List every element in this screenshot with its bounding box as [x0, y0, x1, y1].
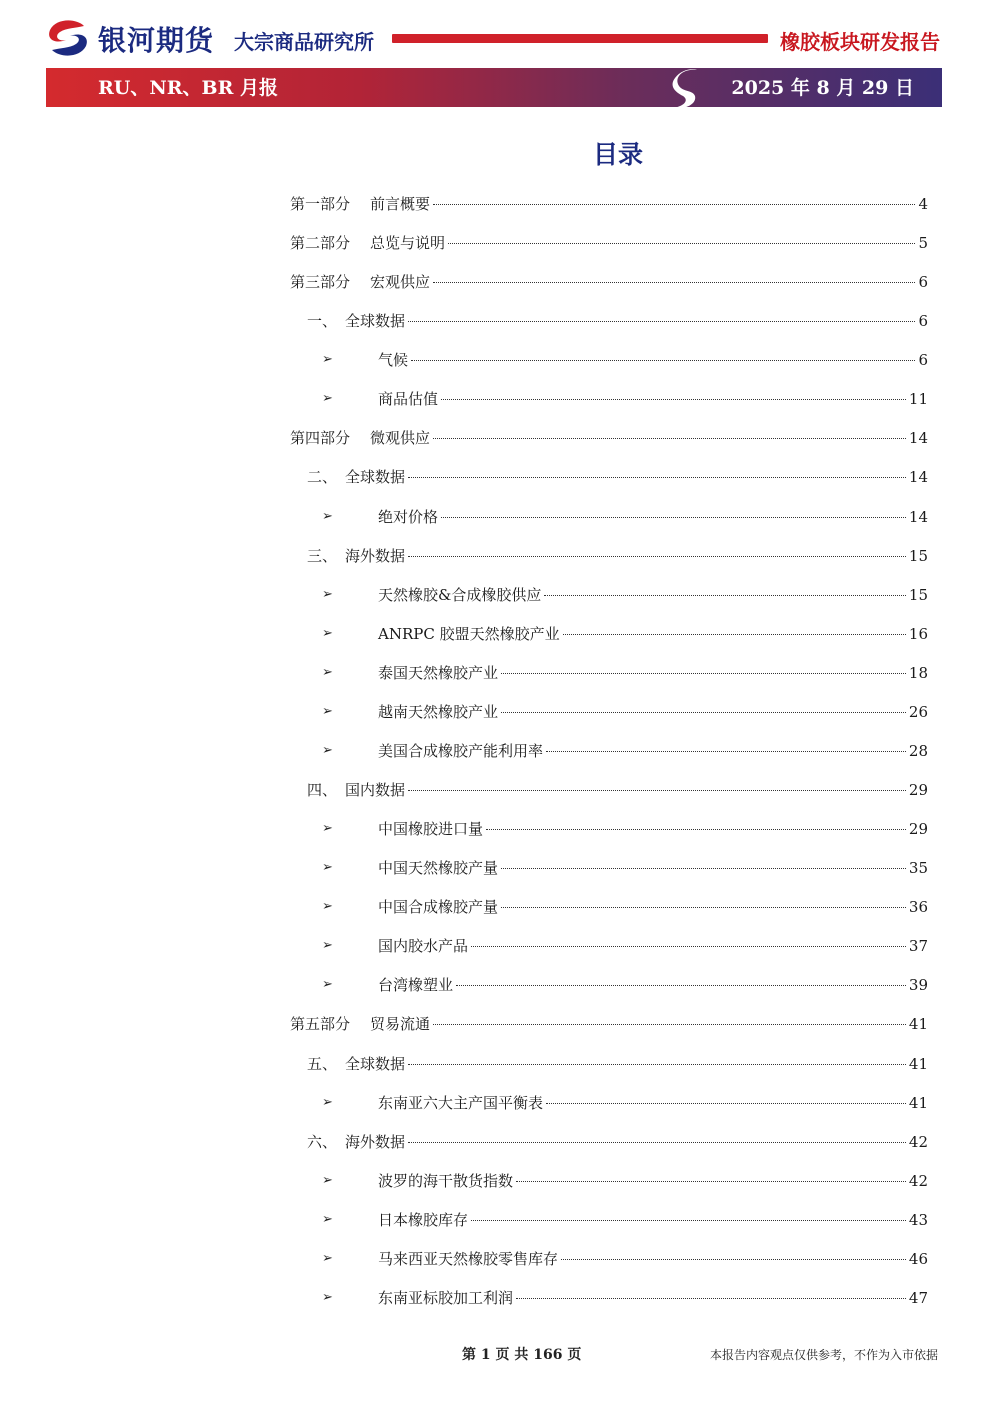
dot-leader — [471, 1220, 906, 1221]
toc-entry-title: 全球数据 — [345, 1055, 406, 1073]
toc-entry-page: 11 — [908, 390, 928, 408]
arrow-bullet-icon: ➢ — [322, 665, 333, 680]
dot-leader — [408, 556, 906, 557]
toc-entry[interactable] — [378, 857, 928, 879]
report-date: 2025 年 8 月 29 日 — [731, 77, 914, 99]
arrow-bullet-icon: ➢ — [322, 1251, 333, 1266]
toc-entry-page: 47 — [908, 1289, 928, 1307]
toc-entry-title: 全球数据 — [345, 468, 406, 486]
toc-entry[interactable] — [378, 974, 928, 996]
toc-entry[interactable] — [378, 662, 928, 684]
arrow-bullet-icon: ➢ — [322, 1290, 333, 1305]
dot-leader — [433, 438, 906, 439]
page-header — [0, 0, 992, 110]
toc-entry-title: 台湾橡塑业 — [378, 976, 454, 994]
dot-leader — [501, 712, 906, 713]
report-type: 橡胶板块研发报告 — [780, 30, 940, 54]
toc-entry-title: 天然橡胶&合成橡胶供应 — [378, 586, 542, 604]
toc-entry[interactable] — [378, 1170, 928, 1192]
arrow-bullet-icon: ➢ — [322, 704, 333, 719]
dot-leader — [546, 751, 906, 752]
toc-entry[interactable] — [378, 1287, 928, 1309]
arrow-bullet-icon: ➢ — [322, 352, 333, 367]
toc-entry[interactable] — [290, 193, 928, 215]
toc-entry-page: 29 — [908, 781, 928, 799]
dot-leader — [563, 634, 906, 635]
toc-entry-page: 6 — [918, 312, 928, 330]
toc-entry-number: 三、 — [307, 547, 338, 565]
toc-entry[interactable] — [378, 1209, 928, 1231]
arrow-bullet-icon: ➢ — [322, 509, 333, 524]
toc-entry-page: 26 — [908, 703, 928, 721]
toc-entry-page: 42 — [908, 1133, 928, 1151]
arrow-bullet-icon: ➢ — [322, 821, 333, 836]
toc-entry-title: 海外数据 — [345, 1133, 406, 1151]
toc-entry-title: 前言概要 — [370, 195, 431, 213]
dot-leader — [516, 1298, 906, 1299]
toc-entry-page: 16 — [908, 625, 928, 643]
arrow-bullet-icon: ➢ — [322, 977, 333, 992]
header-divider — [392, 34, 768, 43]
toc-entry-page: 14 — [908, 468, 928, 486]
dot-leader — [433, 204, 915, 205]
toc-entry[interactable] — [378, 349, 928, 371]
toc-entry[interactable] — [290, 1013, 928, 1035]
toc-entry-title: 宏观供应 — [370, 273, 431, 291]
toc-entry[interactable] — [378, 701, 928, 723]
dot-leader — [546, 1103, 906, 1104]
toc-entry-title: 泰国天然橡胶产业 — [378, 664, 499, 682]
toc-entry-title: 美国合成橡胶产能利用率 — [378, 742, 544, 760]
dot-leader — [561, 1259, 906, 1260]
galaxy-swirl-logo — [46, 18, 90, 58]
toc-entry[interactable] — [290, 232, 928, 254]
toc-entry[interactable] — [290, 427, 928, 449]
dot-leader — [544, 595, 906, 596]
arrow-bullet-icon: ➢ — [322, 587, 333, 602]
toc-entry-page: 14 — [908, 508, 928, 526]
toc-entry-title: 马来西亚天然橡胶零售库存 — [378, 1250, 559, 1268]
toc-entry-page: 15 — [908, 547, 928, 565]
toc-entry-title: 中国天然橡胶产量 — [378, 859, 499, 877]
toc-entry-page: 4 — [918, 195, 928, 213]
toc-entry-title: 日本橡胶库存 — [378, 1211, 469, 1229]
toc-entry-page: 28 — [908, 742, 928, 760]
toc-entry-page: 5 — [918, 234, 928, 252]
toc-entry-title: 气候 — [378, 351, 409, 369]
toc-entry-number: 五、 — [307, 1055, 338, 1073]
toc-entry-page: 41 — [908, 1015, 928, 1033]
arrow-bullet-icon: ➢ — [322, 899, 333, 914]
dot-leader — [408, 477, 906, 478]
toc-entry-number: 二、 — [307, 468, 338, 486]
toc-entry[interactable] — [307, 1053, 928, 1075]
toc-title: 目录 — [592, 140, 643, 169]
arrow-bullet-icon: ➢ — [322, 1173, 333, 1188]
arrow-bullet-icon: ➢ — [322, 860, 333, 875]
toc-entry[interactable] — [378, 935, 928, 957]
toc-entry[interactable] — [290, 271, 928, 293]
toc-entry-page: 6 — [918, 351, 928, 369]
toc-entry-page: 39 — [908, 976, 928, 994]
dot-leader — [448, 243, 915, 244]
toc-entry-page: 15 — [908, 586, 928, 604]
toc-entry[interactable] — [307, 310, 928, 332]
toc-entry-title: 绝对价格 — [378, 508, 439, 526]
arrow-bullet-icon: ➢ — [322, 1095, 333, 1110]
toc-entry-page: 14 — [908, 429, 928, 447]
toc-entry-number: 第二部分 — [290, 234, 351, 252]
toc-entry[interactable] — [378, 388, 928, 410]
toc-entry-title: 波罗的海干散货指数 — [378, 1172, 514, 1190]
institute-name: 大宗商品研究所 — [234, 30, 374, 54]
toc-entry-page: 42 — [908, 1172, 928, 1190]
toc-entry-title: ANRPC 胶盟天然橡胶产业 — [378, 625, 560, 643]
dot-leader — [486, 829, 906, 830]
arrow-bullet-icon: ➢ — [322, 391, 333, 406]
toc-entry[interactable] — [378, 896, 928, 918]
toc-entry-page: 29 — [908, 820, 928, 838]
arrow-bullet-icon: ➢ — [322, 938, 333, 953]
toc-entry-page: 37 — [908, 937, 928, 955]
toc-entry[interactable] — [378, 623, 928, 645]
toc-entry-page: 43 — [908, 1211, 928, 1229]
dot-leader — [441, 399, 906, 400]
dot-leader — [411, 360, 915, 361]
toc-entry-page: 36 — [908, 898, 928, 916]
toc-entry[interactable] — [378, 818, 928, 840]
disclaimer: 本报告内容观点仅供参考，不作为入市依据 — [709, 1348, 938, 1362]
dot-leader — [408, 321, 915, 322]
toc-entry[interactable] — [307, 466, 928, 488]
toc-entry-page: 6 — [918, 273, 928, 291]
page-info: 第 1 页 共 166 页 — [462, 1347, 582, 1363]
dot-leader — [471, 946, 906, 947]
toc-entry-number: 第五部分 — [290, 1015, 351, 1033]
toc-entry-title: 中国合成橡胶产量 — [378, 898, 499, 916]
brand-name: 银河期货 — [98, 24, 215, 57]
toc-entry-title: 东南亚标胶加工利润 — [378, 1289, 514, 1307]
dot-leader — [433, 282, 915, 283]
toc-entry-number: 一、 — [307, 312, 338, 330]
arrow-bullet-icon: ➢ — [322, 626, 333, 641]
toc-entry[interactable] — [378, 1248, 928, 1270]
dot-leader — [408, 790, 906, 791]
toc-entry[interactable] — [378, 584, 928, 606]
toc-entry-page: 18 — [908, 664, 928, 682]
toc-entry-title: 贸易流通 — [370, 1015, 431, 1033]
toc-entry-number: 第三部分 — [290, 273, 351, 291]
dot-leader — [408, 1142, 906, 1143]
dot-leader — [408, 1064, 906, 1065]
dot-leader — [516, 1181, 906, 1182]
report-series: RU、NR、BR 月报 — [98, 77, 278, 99]
toc-entry-page: 41 — [908, 1094, 928, 1112]
toc-entry-page: 41 — [908, 1055, 928, 1073]
toc-entry-title: 微观供应 — [370, 429, 431, 447]
toc-entry-title: 国内胶水产品 — [378, 937, 469, 955]
toc-entry[interactable] — [307, 1131, 928, 1153]
arrow-bullet-icon: ➢ — [322, 1212, 333, 1227]
band-swirl-icon — [663, 66, 709, 112]
toc-entry-title: 中国橡胶进口量 — [378, 820, 484, 838]
toc-entry-title: 海外数据 — [345, 547, 406, 565]
toc-entry-page: 35 — [908, 859, 928, 877]
toc-entry[interactable] — [307, 779, 928, 801]
toc-entry[interactable] — [378, 740, 928, 762]
toc-entry-title: 全球数据 — [345, 312, 406, 330]
dot-leader — [501, 868, 906, 869]
dot-leader — [501, 907, 906, 908]
dot-leader — [501, 673, 906, 674]
toc-entry-title: 商品估值 — [378, 390, 439, 408]
toc-entry-number: 六、 — [307, 1133, 338, 1151]
dot-leader — [456, 985, 906, 986]
toc-entry-number: 四、 — [307, 781, 338, 799]
toc-entry[interactable] — [307, 545, 928, 567]
toc-entry[interactable] — [378, 1092, 928, 1114]
toc-entry-number: 第一部分 — [290, 195, 351, 213]
toc-entry-title: 国内数据 — [345, 781, 406, 799]
toc-entry-title: 越南天然橡胶产业 — [378, 703, 499, 721]
dot-leader — [433, 1024, 906, 1025]
dot-leader — [441, 517, 906, 518]
arrow-bullet-icon: ➢ — [322, 743, 333, 758]
toc-entry-number: 第四部分 — [290, 429, 351, 447]
toc-entry-title: 总览与说明 — [370, 234, 446, 252]
toc-entry-title: 东南亚六大主产国平衡表 — [378, 1094, 544, 1112]
toc-entry[interactable] — [378, 506, 928, 528]
toc-entry-page: 46 — [908, 1250, 928, 1268]
